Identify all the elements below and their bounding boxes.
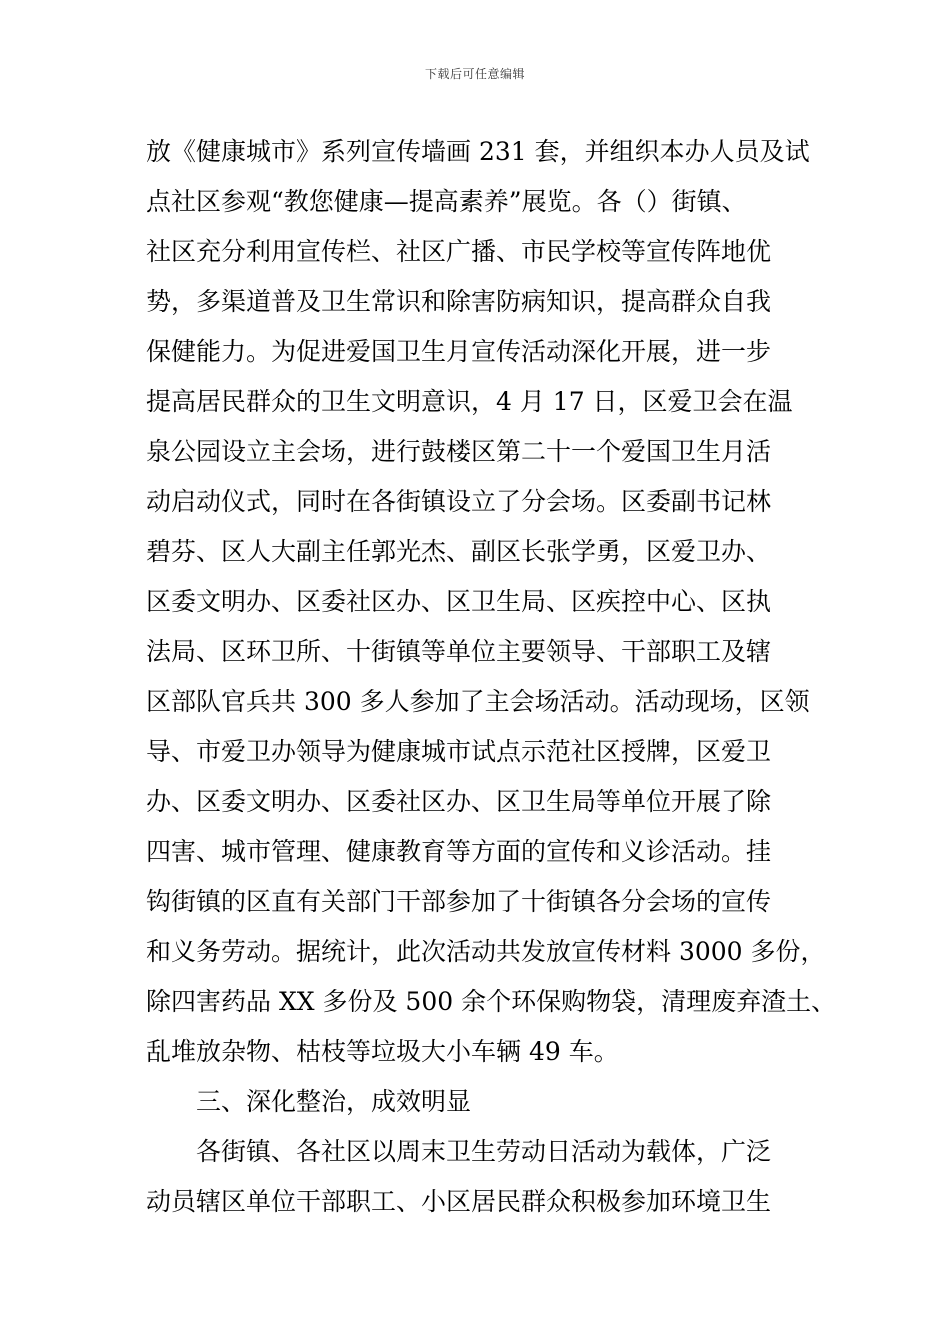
paragraph-line: 乱堆放杂物、枯枝等垃圾大小车辆 49 车。 bbox=[146, 1037, 619, 1066]
paragraph-line: 钩街镇的区直有关部门干部参加了十街镇各分会场的宣传 bbox=[146, 887, 772, 916]
paragraph-line: 动启动仪式，同时在各街镇设立了分会场。区委副书记林 bbox=[146, 487, 772, 516]
paragraph-line: 办、区委文明办、区委社区办、区卫生局等单位开展了除 bbox=[146, 787, 772, 816]
paragraph-line: 点社区参观“教您健康—提高素养”展览。各（）街镇、 bbox=[146, 187, 747, 216]
paragraph-line: 四害、城市管理、健康教育等方面的宣传和义诊活动。挂 bbox=[146, 837, 772, 866]
paragraph-line: 除四害药品 XX 多份及 500 余个环保购物袋，清理废弃渣土、 bbox=[146, 987, 837, 1016]
paragraph-line: 导、市爱卫办领导为健康城市试点示范社区授牌，区爱卫 bbox=[146, 737, 772, 766]
paragraph-line: 提高居民群众的卫生文明意识，4 月 17 日，区爱卫会在温 bbox=[146, 387, 793, 416]
paragraph-line: 势，多渠道普及卫生常识和除害防病知识，提高群众自我 bbox=[146, 287, 772, 316]
paragraph-line: 区委文明办、区委社区办、区卫生局、区疾控中心、区执 bbox=[146, 587, 772, 616]
paragraph-line: 各街镇、各社区以周末卫生劳动日活动为载体，广泛 bbox=[196, 1137, 772, 1166]
paragraph-line: 放《健康城市》系列宣传墙画 231 套，并组织本办人员及试 bbox=[146, 137, 810, 166]
paragraph-line: 法局、区环卫所、十街镇等单位主要领导、干部职工及辖 bbox=[146, 637, 772, 666]
paragraph-line: 动员辖区单位干部职工、小区居民群众积极参加环境卫生 bbox=[146, 1187, 772, 1216]
paragraph-line: 保健能力。为促进爱国卫生月宣传活动深化开展，进一步 bbox=[146, 337, 772, 366]
page-header: 下载后可任意编辑 bbox=[424, 67, 525, 81]
document-body bbox=[146, 127, 837, 1227]
paragraph-line: 区部队官兵共 300 多人参加了主会场活动。活动现场，区领 bbox=[146, 687, 810, 716]
section-heading: 三、深化整治，成效明显 bbox=[196, 1087, 472, 1116]
paragraph-line: 和义务劳动。据统计，此次活动共发放宣传材料 3000 多份， bbox=[146, 937, 826, 966]
paragraph-line: 社区充分利用宣传栏、社区广播、市民学校等宣传阵地优 bbox=[146, 237, 772, 266]
paragraph-line: 碧芬、区人大副主任郭光杰、副区长张学勇，区爱卫办、 bbox=[146, 537, 772, 566]
paragraph-line: 泉公园设立主会场，进行鼓楼区第二十一个爱国卫生月活 bbox=[146, 437, 772, 466]
